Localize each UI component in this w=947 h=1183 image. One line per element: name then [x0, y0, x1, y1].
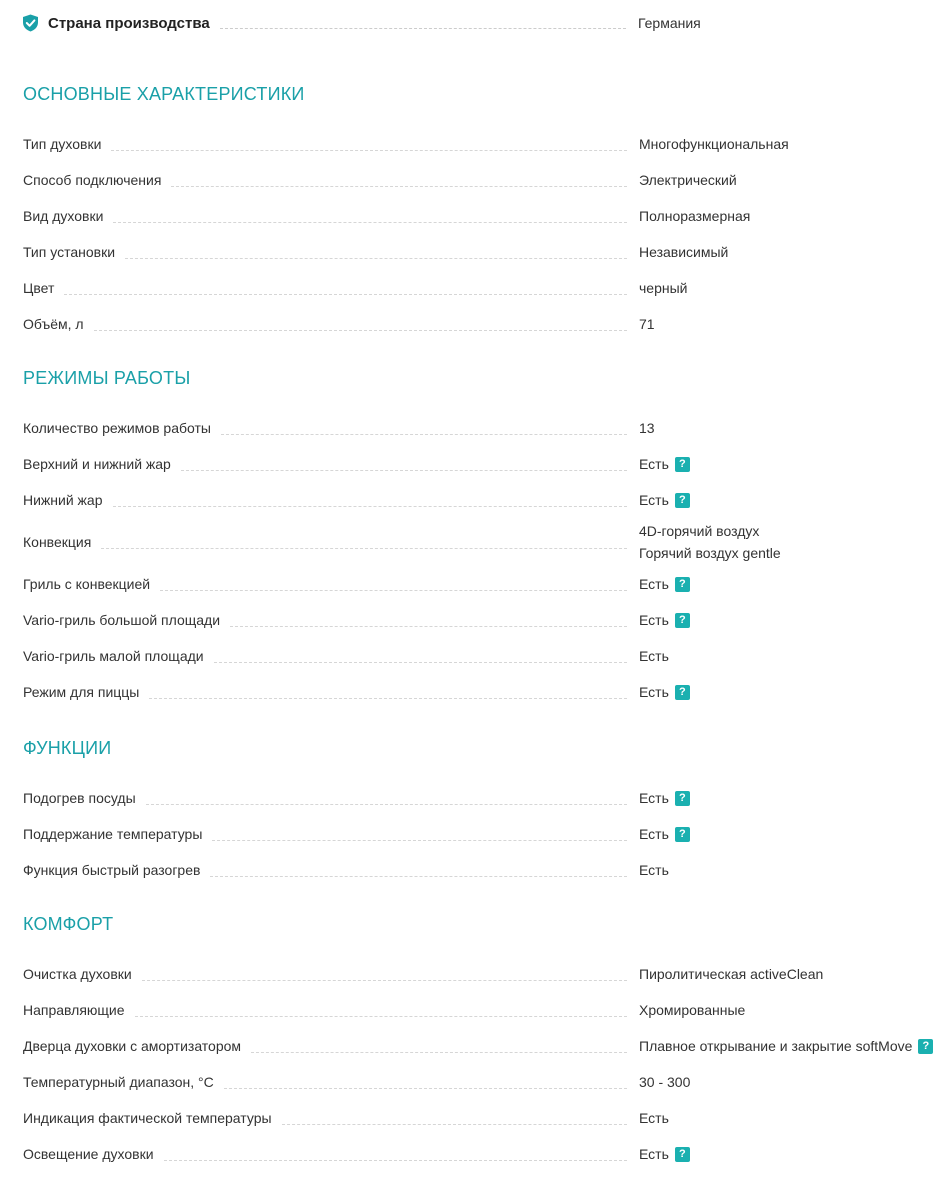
spec-row	[23, 602, 941, 638]
leader-dots	[146, 804, 627, 805]
spec-value-text: Есть	[639, 790, 669, 806]
spec-value-text: Есть	[639, 492, 669, 508]
spec-value-text: Электрический	[639, 172, 737, 188]
spec-value-text: Плавное открывание и закрытие softMove	[639, 1038, 913, 1054]
spec-value	[639, 244, 941, 260]
spec-label: Цвет	[23, 280, 55, 296]
help-icon[interactable]: ?	[675, 457, 690, 472]
leader-dots	[221, 434, 627, 435]
spec-row	[23, 162, 941, 198]
spec-value	[639, 684, 941, 700]
spec-row	[23, 566, 941, 602]
spec-value	[639, 1002, 941, 1018]
spec-value	[639, 612, 941, 628]
spec-value	[639, 1110, 941, 1126]
help-icon[interactable]: ?	[675, 613, 690, 628]
spec-row	[23, 410, 941, 446]
spec-row	[23, 674, 941, 710]
spec-value	[639, 456, 941, 472]
help-icon[interactable]: ?	[675, 685, 690, 700]
leader-dots	[149, 698, 627, 699]
spec-value-text: Есть	[639, 1110, 669, 1126]
spec-value	[639, 826, 941, 842]
spec-value	[639, 576, 941, 592]
leader-dots	[113, 222, 627, 223]
spec-label: Количество режимов работы	[23, 420, 211, 436]
spec-value-text: Есть	[639, 456, 669, 472]
help-icon[interactable]: ?	[918, 1039, 933, 1054]
spec-row	[23, 198, 941, 234]
leader-dots	[164, 1160, 627, 1161]
spec-label: Гриль с конвекцией	[23, 576, 151, 592]
spec-row	[23, 1100, 941, 1136]
help-icon[interactable]: ?	[675, 493, 690, 508]
spec-value-text: 30 - 300	[639, 1074, 691, 1090]
spec-value-text: Хромированные	[639, 1002, 746, 1018]
leader-dots	[230, 626, 627, 627]
spec-row	[23, 446, 941, 482]
leader-dots	[282, 1124, 627, 1125]
section-title: ФУНКЦИИ	[23, 738, 112, 758]
spec-value-text: Есть	[639, 684, 669, 700]
spec-value-text: черный	[639, 280, 688, 296]
spec-value	[639, 862, 941, 878]
spec-label: Освещение духовки	[23, 1146, 154, 1162]
spec-value-text: Независимый	[639, 244, 729, 260]
spec-value	[639, 280, 941, 296]
spec-value	[639, 790, 941, 806]
spec-label: Объём, л	[23, 316, 84, 332]
spec-label: Очистка духовки	[23, 966, 132, 982]
country-value: Германия	[638, 15, 701, 31]
spec-row	[23, 1064, 941, 1100]
section-main-characteristics	[23, 83, 941, 342]
spec-label: Функция быстрый разогрев	[23, 862, 201, 878]
spec-value-text: Пиролитическая activeClean	[639, 966, 824, 982]
country-of-origin-row	[22, 12, 940, 34]
spec-row	[23, 306, 941, 342]
leader-dots	[160, 590, 627, 591]
spec-label: Направляющие	[23, 1002, 125, 1018]
help-icon[interactable]: ?	[675, 791, 690, 806]
spec-label: Тип установки	[23, 244, 116, 260]
spec-value-text: 4D-горячий воздух	[639, 523, 760, 539]
spec-label: Конвекция	[23, 534, 92, 550]
spec-row	[23, 852, 941, 888]
spec-label: Способ подключения	[23, 172, 162, 188]
section-title: РЕЖИМЫ РАБОТЫ	[23, 368, 191, 388]
spec-row	[23, 1136, 941, 1172]
spec-value	[639, 316, 941, 332]
spec-label: Vario-гриль большой площади	[23, 612, 221, 628]
spec-label: Тип духовки	[23, 136, 102, 152]
leader-dots	[251, 1052, 627, 1053]
spec-row	[23, 518, 941, 566]
spec-label: Температурный диапазон, °C	[23, 1074, 214, 1090]
country-label: Страна производства	[48, 14, 210, 32]
spec-row	[23, 956, 941, 992]
spec-label: Режим для пиццы	[23, 684, 140, 700]
leader-dots	[125, 258, 627, 259]
leader-dots	[135, 1016, 627, 1017]
leader-dots	[64, 294, 627, 295]
spec-value	[639, 648, 941, 664]
spec-value	[639, 172, 941, 188]
spec-label: Верхний и нижний жар	[23, 456, 171, 472]
spec-row	[23, 992, 941, 1028]
spec-label: Индикация фактической температуры	[23, 1110, 272, 1126]
spec-label: Нижний жар	[23, 492, 103, 508]
leader-dots	[111, 150, 627, 151]
spec-value	[639, 520, 941, 564]
spec-value-text: 71	[639, 316, 655, 332]
leader-dots	[212, 840, 627, 841]
section-comfort	[23, 913, 941, 1172]
spec-value-text: Есть	[639, 1146, 669, 1162]
spec-label: Подогрев посуды	[23, 790, 136, 806]
spec-value-text: Полноразмерная	[639, 208, 751, 224]
spec-row	[23, 126, 941, 162]
spec-row	[23, 816, 941, 852]
leader-dots	[220, 28, 626, 29]
spec-value	[639, 1074, 941, 1090]
spec-row	[23, 482, 941, 518]
spec-value-text: Есть	[639, 826, 669, 842]
spec-value-text: Многофункциональная	[639, 136, 789, 152]
section-title: ОСНОВНЫЕ ХАРАКТЕРИСТИКИ	[23, 84, 305, 104]
leader-dots	[171, 186, 627, 187]
spec-value	[639, 1146, 941, 1162]
spec-label: Вид духовки	[23, 208, 104, 224]
section-functions	[23, 737, 941, 888]
spec-value-text: Есть	[639, 862, 669, 878]
leader-dots	[210, 876, 627, 877]
help-icon[interactable]: ?	[675, 577, 690, 592]
leader-dots	[224, 1088, 627, 1089]
spec-value-text: Есть	[639, 612, 669, 628]
spec-row	[23, 780, 941, 816]
section-operating-modes	[23, 367, 941, 710]
spec-value-text: 13	[639, 420, 655, 436]
leader-dots	[113, 506, 628, 507]
spec-value	[639, 492, 941, 508]
leader-dots	[101, 548, 627, 549]
spec-row	[23, 234, 941, 270]
spec-value	[639, 966, 941, 982]
help-icon[interactable]: ?	[675, 1147, 690, 1162]
spec-label: Vario-гриль малой площади	[23, 648, 204, 664]
spec-value	[639, 420, 941, 436]
help-icon[interactable]: ?	[675, 827, 690, 842]
spec-row	[23, 638, 941, 674]
spec-value-text: Есть	[639, 648, 669, 664]
spec-value	[639, 136, 941, 152]
leader-dots	[214, 662, 627, 663]
spec-label: Поддержание температуры	[23, 826, 203, 842]
leader-dots	[142, 980, 627, 981]
spec-value	[639, 208, 941, 224]
spec-value	[639, 1038, 941, 1054]
spec-value-text: Есть	[639, 576, 669, 592]
spec-label: Дверца духовки с амортизатором	[23, 1038, 242, 1054]
spec-value-text: Горячий воздух gentle	[639, 545, 781, 561]
leader-dots	[181, 470, 627, 471]
spec-row	[23, 270, 941, 306]
section-title: КОМФОРТ	[23, 914, 114, 934]
shield-check-icon	[22, 14, 39, 32]
leader-dots	[94, 330, 627, 331]
spec-row	[23, 1028, 941, 1064]
